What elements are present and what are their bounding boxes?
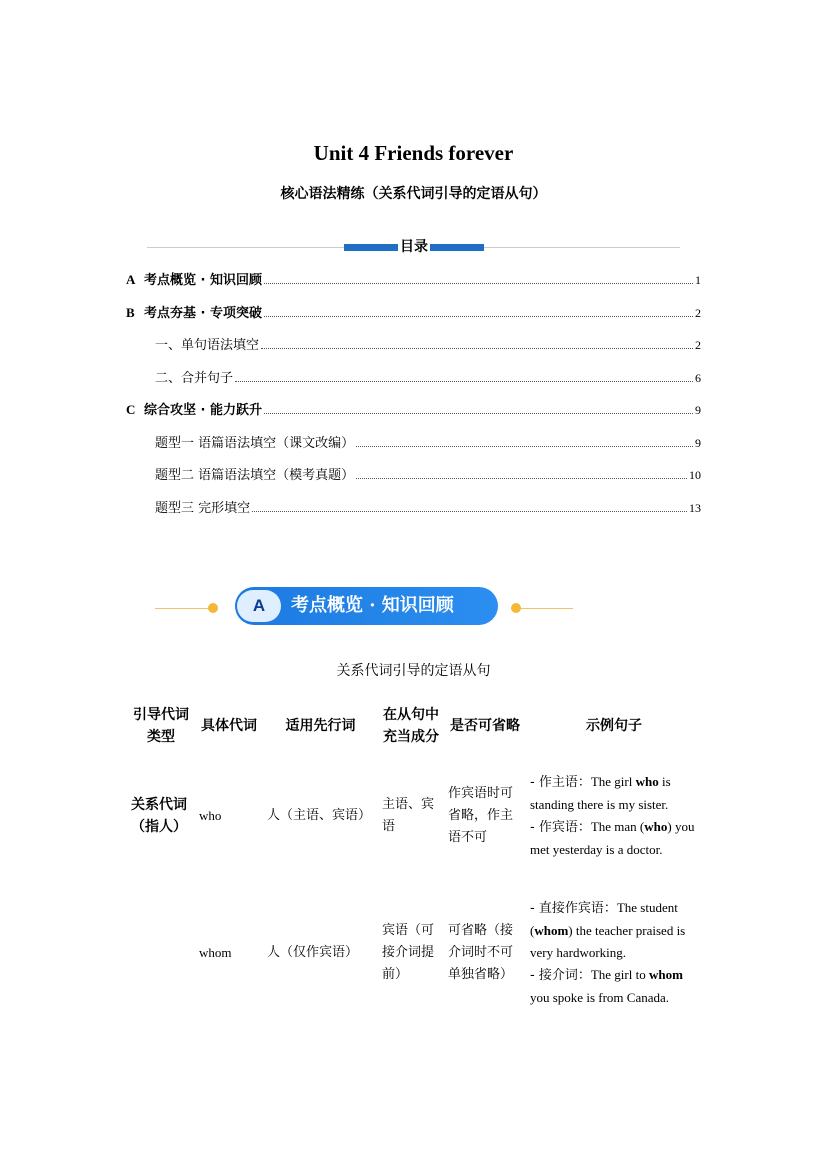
toc-entry-page: 2: [695, 306, 701, 320]
example-label: - 直接作宾语：: [530, 901, 617, 916]
table-row: [127, 754, 702, 878]
table-header-cell: 具体代词: [201, 718, 257, 734]
document-subtitle: 核心语法精练（关系代词引导的定语从句）: [280, 186, 547, 202]
table-header-cell: 是否可省略: [450, 718, 520, 734]
toc-entry-letter: B: [126, 305, 135, 320]
example-text: you spoke is from Canada.: [530, 990, 670, 1005]
example-keyword: who: [635, 774, 659, 789]
example-text: The student (: [530, 900, 678, 938]
cell-antecedent: 人（仅作宾语）: [267, 945, 359, 960]
toc-entry-b[interactable]: [0, 301, 827, 321]
toc-heading: 目录: [398, 236, 430, 256]
cell-role: 主语、宾语: [382, 797, 435, 834]
toc-entry-page: 2: [695, 338, 701, 352]
toc-entry-c2[interactable]: [0, 463, 827, 483]
table-header-row: [127, 698, 702, 754]
toc-leader: [264, 316, 693, 317]
banner-line-right: [513, 608, 573, 609]
grammar-table: [127, 698, 702, 1028]
toc-entry-page: 13: [689, 501, 701, 515]
toc-entry-page: 6: [695, 371, 701, 385]
toc-entry-b2[interactable]: [0, 366, 827, 386]
cell-role: 宾语（可接介词提前）: [382, 923, 435, 982]
table-header-cell: 在从句中充当成分: [383, 707, 439, 745]
table-caption: 关系代词引导的定语从句: [336, 663, 491, 679]
toc-entry-b1[interactable]: [0, 333, 827, 353]
toc-leader: [264, 413, 693, 414]
toc-leader: [356, 478, 687, 479]
toc-entry-text: 考点夯基 · 专项突破: [144, 306, 262, 321]
cell-omit: 可省略（接介词时不可单独省略）: [448, 923, 514, 982]
toc-bar-right: [428, 244, 484, 251]
toc-entry-page: 10: [689, 468, 701, 482]
cell-antecedent: 人（主语、宾语）: [267, 808, 372, 823]
toc-entry-text: 题型三 完形填空: [155, 501, 251, 516]
example-text: The man (: [590, 819, 645, 834]
cell-example: [526, 878, 702, 1028]
cell-type: 关系代词（指人）: [131, 797, 187, 835]
example-label: - 接介词：: [530, 968, 591, 983]
table-header-cell: 示例句子: [586, 718, 642, 734]
section-banner-letter: A: [237, 590, 281, 622]
toc-entry-c3[interactable]: [0, 496, 827, 516]
cell-omit: 作宾语时可省略，作主语不可: [448, 786, 514, 845]
toc-leader: [264, 283, 693, 284]
toc-leader: [235, 381, 693, 382]
example-keyword: whom: [648, 967, 683, 982]
section-banner-title: 考点概览 · 知识回顾: [291, 595, 454, 616]
toc-entry-letter: C: [126, 402, 136, 417]
toc-leader: [261, 348, 693, 349]
toc-entry-c[interactable]: [0, 398, 827, 418]
example-text: ) you met yesterday is a doctor.: [530, 819, 695, 857]
toc-entry-text: 考点概览 · 知识回顾: [144, 273, 262, 288]
toc-entry-a[interactable]: [0, 268, 827, 288]
toc-entry-text: 题型二 语篇语法填空（模考真题）: [155, 468, 355, 483]
toc-entry-page: 9: [695, 403, 701, 417]
example-text: is standing there is my sister.: [530, 774, 671, 812]
toc-entry-text: 二、合并句子: [155, 371, 234, 386]
toc-entry-text: 一、单句语法填空: [155, 338, 260, 353]
toc-entry-text: 题型一 语篇语法填空（课文改编）: [155, 436, 355, 451]
toc-entry-page: 9: [695, 436, 701, 450]
example-label: - 作主语：: [530, 775, 591, 790]
example-keyword: whom: [534, 923, 569, 938]
toc-entry-page: 1: [695, 273, 701, 287]
cell-pronoun: whom: [199, 945, 232, 960]
toc-entry-c1[interactable]: [0, 431, 827, 451]
example-keyword: who: [644, 819, 668, 834]
table-row: [127, 878, 702, 1028]
example-text: The girl: [590, 774, 636, 789]
example-label: - 作宾语：: [530, 820, 591, 835]
toc-leader: [252, 511, 687, 512]
table-header-cell: 适用先行词: [285, 718, 356, 734]
document-title: Unit 4 Friends forever: [313, 141, 514, 165]
banner-dot-left: [208, 603, 218, 613]
toc-leader: [356, 446, 693, 447]
toc-bar-left: [344, 244, 400, 251]
cell-type: [127, 878, 195, 1028]
cell-pronoun: who: [199, 808, 222, 823]
toc-entry-letter: A: [126, 272, 136, 287]
cell-example: [526, 754, 702, 878]
banner-line-left: [155, 608, 215, 609]
banner-dot-right: [511, 603, 521, 613]
table-header-cell: 引导代词类型: [133, 707, 189, 745]
example-text: ) the teacher praised is very hardworking.: [530, 923, 686, 960]
example-text: The girl to: [590, 967, 649, 982]
toc-entry-text: 综合攻坚 · 能力跃升: [144, 403, 262, 418]
